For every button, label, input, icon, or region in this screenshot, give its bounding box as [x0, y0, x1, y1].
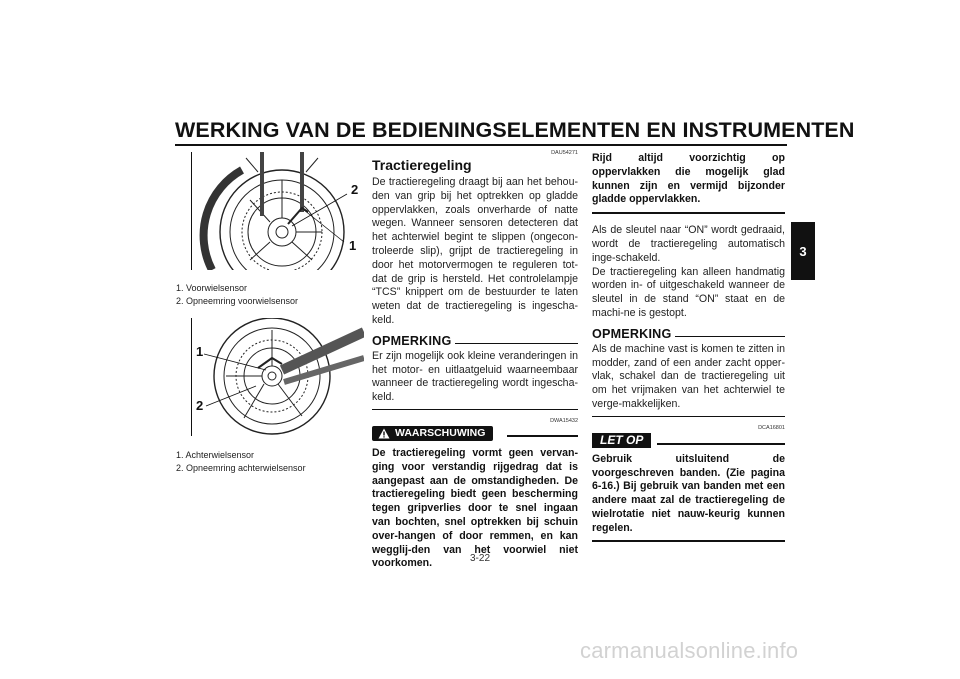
warning-heading [372, 426, 578, 441]
caution-heading [592, 433, 785, 448]
front-wheel-illustration [192, 152, 364, 270]
chapter-tab: 3 [791, 222, 815, 280]
caption-item: 2. Opneemring voorwielsensor [176, 296, 299, 306]
callout-label: 1 [349, 238, 357, 253]
callout-label: 2 [351, 182, 359, 197]
caution-code: DCA16801 [758, 424, 785, 431]
warning-continued-text: Rijd altijd voorzichtig op oppervlakken die mogelijk glad kunnen zijn en vermijd bijzonder gladde oppervlakken. [592, 152, 785, 206]
figure-front-wheel [191, 152, 364, 270]
callout-label: 2 [196, 398, 204, 413]
caption-item: 1. Achterwielsensor [176, 450, 255, 460]
right-column [592, 152, 785, 542]
page-header-title: WERKING VAN DE BEDIENINGSELEMENTEN EN INSTRUMENTEN [175, 118, 855, 142]
paragraph-manual: De tractieregeling kan alleen handmatig worden in- of uitgeschakeld wanneer de sleutel in de stand “ON” staat en de machi-ne is gestopt. [592, 265, 785, 319]
page-number: 3-22 [469, 553, 490, 564]
note-text: Als de machine vast is komen te zitten in modder, zand of een ander zacht opper-vlak, schakel dan de tractieregeling uit om het vrijmaken van het achterwiel te verge-makkelijken. [592, 342, 785, 410]
note-end-rule [592, 416, 785, 417]
figure-front-captions [176, 282, 298, 308]
note-end-rule [372, 409, 578, 410]
warning-end-rule [592, 212, 785, 214]
caution-text: Gebruik uitsluitend de voorgeschreven banden. (Zie pagina 6-16.) Bij gebruik van banden met een andere maat zal de tractieregeling de wielrotatie niet nauw-keurig kunnen regelen. [592, 452, 785, 534]
header-rule [175, 144, 787, 146]
caption-item: 1. Voorwielsensor [176, 283, 248, 293]
warning-rule [507, 435, 578, 437]
callout-label: 1 [196, 344, 204, 359]
caption-item: 2. Opneemring achterwielsensor [176, 463, 306, 473]
caution-end-rule [592, 540, 785, 542]
middle-column [372, 150, 578, 571]
warning-badge [372, 426, 493, 441]
caution-rule [657, 443, 785, 445]
note-rule [675, 336, 785, 337]
section-title: Tractieregeling [372, 157, 472, 173]
note-rule [455, 343, 578, 344]
warning-code: DWA15432 [550, 417, 578, 424]
watermark-text: carmanualsonline.info [580, 638, 799, 663]
warning-triangle-icon [378, 428, 390, 439]
rear-wheel-illustration [192, 318, 364, 436]
section-code: DAU54271 [551, 150, 578, 156]
figure-rear-wheel [191, 318, 364, 436]
note-heading [372, 334, 578, 348]
figure-rear-captions [176, 449, 306, 475]
note-label: OPMERKING [372, 333, 452, 348]
note-heading [592, 327, 785, 341]
note-text: Er zijn mogelijk ook kleine veranderingen in het motor- en uitlaatgeluid waarneembaar wanneer de tractieregeling wordt ingescha-keld. [372, 349, 578, 404]
note-label: OPMERKING [592, 326, 672, 341]
caution-badge: LET OP [592, 433, 651, 448]
warning-label: WAARSCHUWING [395, 427, 486, 440]
section-body: De tractieregeling draagt bij aan het behou-den van grip bij het optrekken op gladde oppervlakken, zoals onverharde of natte wegen. Wanneer sensoren detecteren dat het achterwiel begint te slippen (ongecon-troleerde slip), grijpt de tractieregeling in door het motorvermogen te reguleren tot-dat de grip is hersteld. Het controlelampje “TCS” knippert om de bestuurder te laten weten dat de tractieregeling is ingescha-keld. [372, 176, 578, 326]
paragraph-auto-on: Als de sleutel naar “ON” wordt gedraaid, wordt de tractieregeling automatisch inge-schakeld. [592, 224, 785, 264]
warning-text: De tractieregeling vormt geen vervan-ging voor verstandig rijgedrag dat is aangepast aan de omstandigheden. De tractieregeling biedt geen bescherming tegen gripverlies door te snel ingaan van bochten, snel optrekken bij schuin over-hangen of door remmen, en kan wegglij-den van het voorwiel niet voorkomen. [372, 446, 578, 570]
